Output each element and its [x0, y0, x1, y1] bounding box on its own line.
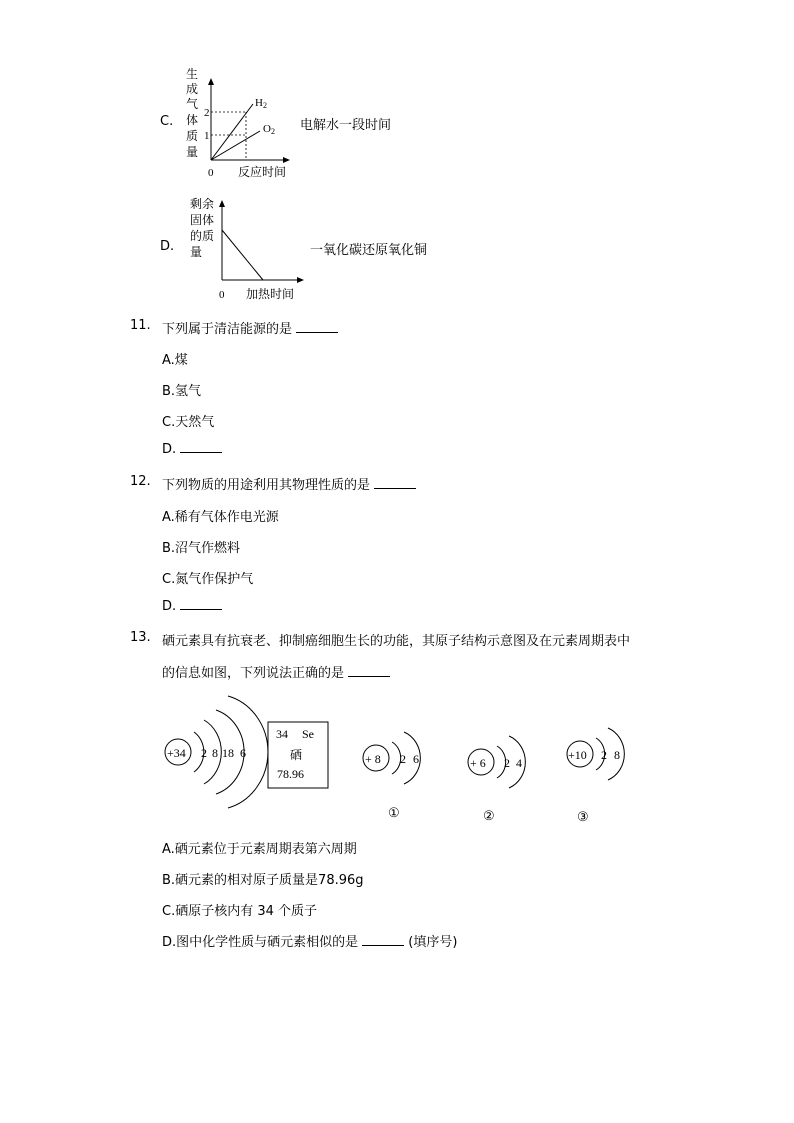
se-shell-electrons-3: 18	[222, 746, 234, 760]
atom-1-shell-electrons-1: 2	[400, 752, 406, 766]
answer-blank[interactable]	[348, 666, 390, 677]
option-c-description: 电解水一段时间	[300, 118, 392, 133]
atom-2-nucleus-charge: + 6	[470, 756, 486, 770]
atom-2-diagram	[468, 736, 525, 823]
atom-3-label: ③	[577, 809, 589, 824]
graph-d-y-arrow	[219, 200, 225, 207]
graph-c-x-arrow	[283, 157, 290, 163]
answer-blank[interactable]	[180, 442, 222, 453]
se-nucleus-charge: +34	[167, 746, 186, 760]
atom-3-diagram	[567, 728, 624, 824]
graph-c-line-h2	[211, 104, 253, 160]
atom-2-shell-electrons-1: 2	[504, 756, 510, 770]
graph-d-ylabel-0: 剩余	[190, 197, 215, 211]
question-12-option-a[interactable]: A.稀有气体作电光源	[162, 510, 279, 525]
question-11-option-b[interactable]: B.氢气	[162, 384, 202, 399]
question-11-number: 11.	[130, 318, 151, 333]
answer-blank[interactable]	[362, 935, 404, 946]
graph-c-ylabel-2: 气	[186, 97, 199, 111]
se-shell-electrons-1: 2	[201, 746, 207, 760]
question-13-text-line1: 硒元素具有抗衰老、抑制癌细胞生长的功能，其原子结构示意图及在元素周期表中	[162, 634, 631, 649]
atom-structure-figure	[160, 690, 640, 830]
graph-c-tick-1: 1	[204, 130, 210, 142]
question-13-option-d[interactable]: D.图中化学性质与硒元素相似的是 (填序号)	[162, 935, 458, 950]
question-12-option-b[interactable]: B.沼气作燃料	[162, 541, 241, 556]
atom-1-diagram	[363, 732, 420, 820]
question-12-number: 12.	[130, 474, 151, 489]
atom-3-nucleus-charge: +10	[568, 748, 587, 762]
graph-d-x-arrow	[297, 277, 304, 283]
graph-c-ylabel-3: 体	[186, 113, 199, 127]
option-letter-c: C.	[160, 114, 174, 129]
question-12-text: 下列物质的用途利用其物理性质的是	[162, 474, 416, 493]
question-13-text-line2: 的信息如图，下列说法正确的是	[162, 662, 390, 681]
se-shell-electrons-4: 6	[240, 746, 246, 760]
graph-d-origin: 0	[219, 289, 225, 301]
atom-2-shell-electrons-2: 4	[516, 756, 522, 770]
question-12-option-d[interactable]: D.	[162, 599, 222, 614]
option-letter-d: D.	[160, 239, 175, 254]
graph-c-label-h2: H2	[255, 97, 267, 110]
question-13-option-c[interactable]: C.硒原子核内有 34 个质子	[162, 904, 318, 919]
graph-c-origin: 0	[208, 167, 214, 179]
graph-c-y-arrow	[208, 78, 214, 85]
option-d-graph	[160, 194, 450, 304]
element-symbol: Se	[302, 727, 314, 741]
option-d-description: 一氧化碳还原氧化铜	[310, 243, 428, 258]
graph-d-ylabel-3: 量	[190, 245, 203, 259]
question-11-option-a[interactable]: A.煤	[162, 353, 188, 368]
graph-c-ylabel-0: 生	[186, 67, 199, 81]
answer-blank[interactable]	[180, 599, 222, 610]
graph-c-ylabel-5: 量	[186, 145, 199, 159]
atom-3-shell-electrons-2: 8	[614, 748, 620, 762]
element-name: 硒	[290, 748, 303, 762]
graph-c-tick-2: 2	[204, 107, 210, 119]
atom-1-label: ①	[388, 805, 400, 820]
question-11-option-c[interactable]: C.天然气	[162, 415, 215, 430]
graph-c-xlabel: 反应时间	[238, 165, 287, 179]
graph-c-label-o2: O2	[263, 123, 275, 136]
atom-2-label: ②	[483, 808, 495, 823]
answer-blank[interactable]	[374, 478, 416, 489]
graph-d-xlabel: 加热时间	[246, 287, 295, 301]
question-12-option-c[interactable]: C.氮气作保护气	[162, 572, 254, 587]
selenium-atom-diagram	[165, 696, 268, 808]
graph-c-ylabel-4: 质	[186, 129, 199, 143]
graph-d-ylabel-1: 固体	[190, 213, 215, 227]
element-atomic-mass: 78.96	[277, 767, 304, 781]
se-shell-electrons-2: 8	[212, 746, 218, 760]
graph-d-line	[222, 230, 263, 280]
question-13-option-b[interactable]: B.硒元素的相对原子质量是78.96g	[162, 873, 364, 888]
graph-d-ylabel-2: 的质	[190, 229, 215, 243]
element-atomic-number: 34	[276, 727, 288, 741]
element-card	[268, 722, 328, 788]
answer-blank[interactable]	[296, 322, 338, 333]
graph-c-ylabel-1: 成	[186, 82, 199, 96]
question-13-number: 13.	[130, 630, 151, 645]
question-13-option-a[interactable]: A.硒元素位于元素周期表第六周期	[162, 842, 357, 857]
option-c-graph	[160, 64, 420, 182]
atom-3-shell-electrons-1: 2	[601, 748, 607, 762]
atom-1-shell-electrons-2: 6	[413, 752, 419, 766]
atom-1-nucleus-charge: + 8	[365, 752, 381, 766]
question-11-option-d[interactable]: D.	[162, 442, 222, 457]
question-11-text: 下列属于清洁能源的是	[162, 318, 338, 337]
